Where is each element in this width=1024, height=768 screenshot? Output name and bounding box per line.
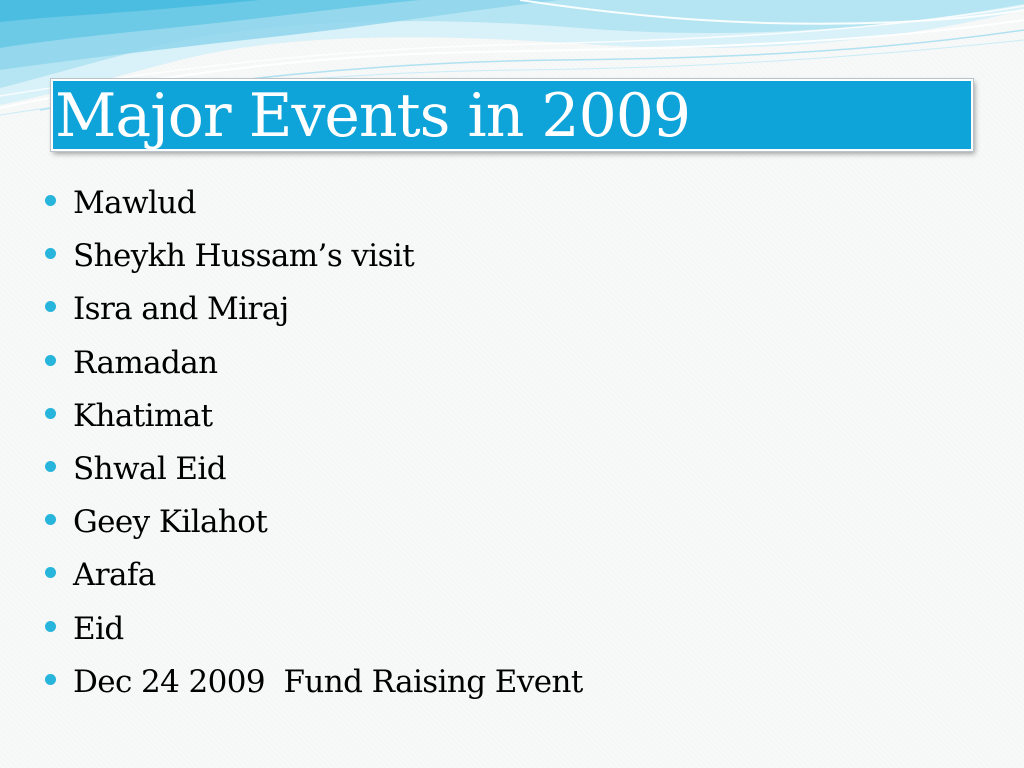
- list-item: [45, 284, 583, 337]
- list-item-text: Ramadan: [73, 344, 218, 381]
- list-item: [45, 338, 583, 391]
- bullet-icon: [45, 195, 56, 206]
- list-item: [45, 391, 583, 444]
- list-item: [45, 604, 583, 657]
- list-item: [45, 550, 583, 603]
- slide-title: Major Events in 2009: [55, 81, 691, 151]
- list-item: [45, 497, 583, 550]
- bullet-icon: [45, 514, 56, 525]
- bullet-icon: [45, 301, 56, 312]
- bullet-icon: [45, 461, 56, 472]
- list-item: [45, 231, 583, 284]
- list-item: [45, 444, 583, 497]
- list-item-text: Eid: [73, 610, 124, 647]
- list-item: [45, 178, 583, 231]
- bullet-icon: [45, 355, 56, 366]
- bullet-icon: [45, 674, 56, 685]
- list-item: [45, 657, 583, 710]
- list-item-text: Arafa: [73, 557, 156, 594]
- list-item-text: Dec 24 2009 Fund Raising Event: [73, 663, 583, 700]
- list-item-text: Geey Kilahot: [73, 504, 268, 541]
- list-item-text: Sheykh Hussam’s visit: [73, 238, 415, 275]
- bullet-icon: [45, 567, 56, 578]
- bullet-icon: [45, 408, 56, 419]
- title-box: [51, 79, 973, 151]
- bullet-icon: [45, 621, 56, 632]
- list-item-text: Mawlud: [73, 185, 196, 221]
- list-item-text: Shwal Eid: [73, 450, 226, 487]
- list-item-text: Isra and Miraj: [73, 291, 289, 328]
- list-item-text: Khatimat: [73, 397, 213, 434]
- bullet-icon: [45, 248, 56, 259]
- event-bullet-list: [45, 178, 583, 710]
